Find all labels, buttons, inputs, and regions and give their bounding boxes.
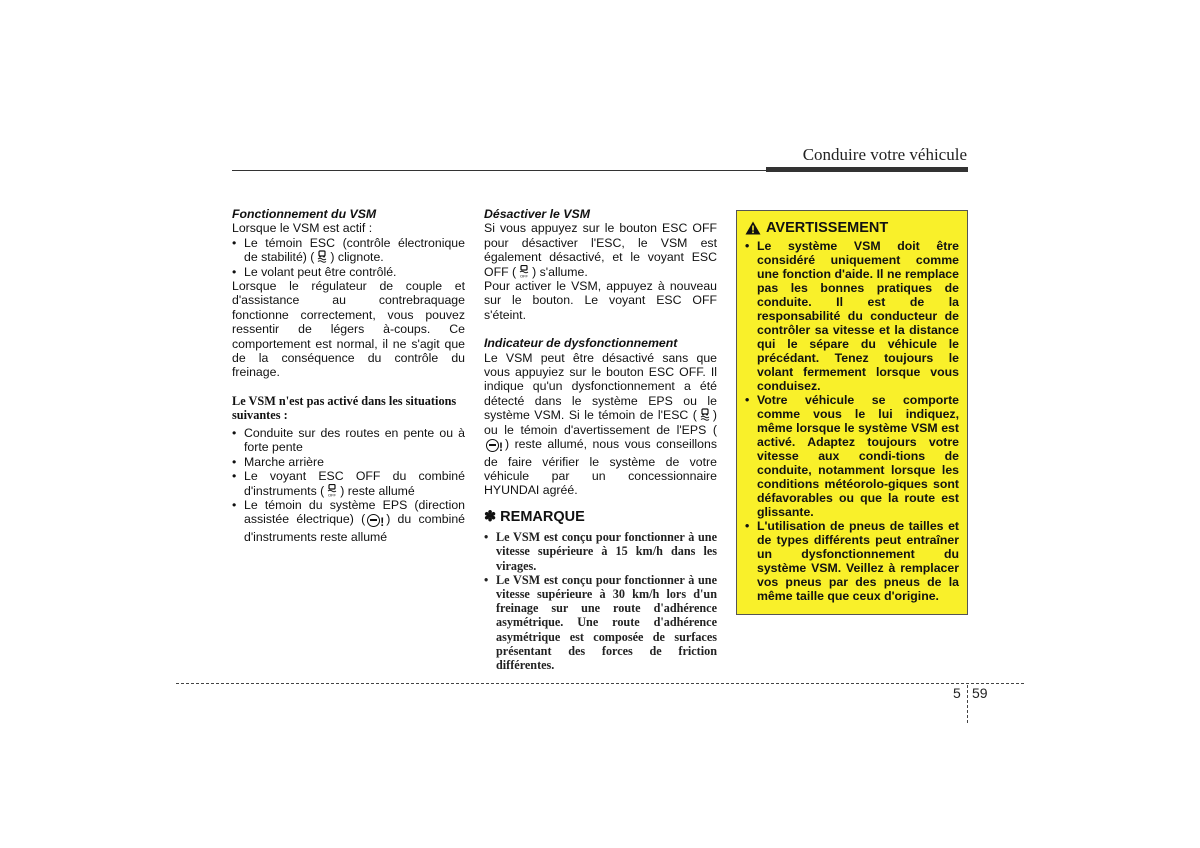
- esc-off-icon: [518, 265, 530, 278]
- list-item: • Marche arrière: [232, 455, 465, 469]
- list-item: • Conduite sur des routes en pente ou à forte pente: [232, 426, 465, 455]
- intro-text: Lorsque le VSM est actif :: [232, 221, 373, 236]
- not-activated-list: [232, 426, 465, 544]
- column-middle: [484, 207, 717, 672]
- list-item: • Le système VSM doit être considéré uniquement comme une fonction d'aide. Il ne remplace pas les bonnes pratiques de conduite. Il est de la responsabilité du conducteur de contrôler sa vitesse et la distance qui le sépare du véhicule le précédant. Tenez toujours le volant fermement lorsque vous conduisez.: [745, 239, 959, 393]
- svg-text:OFF: OFF: [520, 273, 529, 278]
- eps-warning-icon: !: [367, 514, 384, 529]
- paragraph: Lorsque le régulateur de couple et d'assistance au contrebraquage fonctionne correctement, vous pouvez ressentir de légers à-coups. Ce comportement est normal, il ne s'agit que de la conséquence du contrôle du freinage.: [232, 279, 465, 380]
- list-item: • Votre véhicule se comporte comme vous le lui indiquez, même lorsque le système VSM est activé. Adaptez toujours votre vitesse aux condi-tions de conduite, notamment lorsque les conditions météorolo-giques sont défavorables ou que la route est glissante.: [745, 393, 959, 519]
- eps-warning-icon: !: [486, 439, 503, 454]
- section-heading-vsm-operation: Fonctionnement du VSM: [232, 207, 377, 221]
- esc-off-icon: [326, 484, 338, 497]
- list-item: • Le volant peut être contrôlé.: [232, 265, 465, 279]
- paragraph: Si vous appuyez sur le bouton ESC OFF pour désactiver l'ESC, le VSM est également désactivé, et le voyant ESC OFF ( OFF ) s'allume.: [484, 221, 717, 279]
- list-item: • Le témoin ESC (contrôle électronique de stabilité) ( ) clignote.: [232, 236, 465, 265]
- chapter-number: 5: [953, 685, 961, 701]
- section-heading-malfunction: Indicateur de dysfonctionnement: [484, 336, 678, 351]
- list-item: • L'utilisation de pneus de tailles et de types différents peut entraîner un dysfonctionnement du système VSM. Veillez à remplacer vos pneus par des pneus de la même taille que ceux d'origine.: [745, 519, 959, 603]
- remark-title: ✽ REMARQUE: [484, 508, 585, 525]
- warning-title: AVERTISSEMENT: [745, 220, 959, 236]
- warning-triangle-icon: [745, 221, 761, 235]
- esc-car-skid-icon: [316, 250, 328, 263]
- paragraph: Pour activer le VSM, appuyez à nouveau sur le bouton. Le voyant ESC OFF s'éteint.: [484, 279, 717, 322]
- page-number-separator: [967, 685, 968, 723]
- page-number: 59: [972, 685, 988, 701]
- header-bar: [766, 167, 968, 172]
- esc-car-skid-icon: [699, 408, 711, 421]
- vsm-active-list: [232, 236, 465, 279]
- page-header-title: Conduire votre véhicule: [802, 145, 967, 164]
- list-item: • Le voyant ESC OFF du combiné d'instruments ( OFF ) reste allumé: [232, 469, 465, 498]
- list-item: • Le VSM est conçu pour fonctionner à une vitesse supérieure à 30 km/h lors d'un freinage sur une route d'adhérence asymétrique. Une route d'adhérence asymétrique est composée de surfaces présentant des forces de friction différentes.: [484, 573, 717, 672]
- paragraph: Le VSM peut être désactivé sans que vous appuyiez sur le bouton ESC OFF. Il indique qu'un dysfonctionnement a été détecté dans le système EPS ou le système VSM. Si le témoin de l'ESC ( ) ou le témoin d'avertissement de l'EPS (! ) reste allumé, nous vous conseillons de faire vérifier le système de votre véhicule par un concessionnaire HYUNDAI agréé.: [484, 350, 717, 498]
- list-item: • Le VSM est conçu pour fonctionner à une vitesse supérieure à 15 km/h dans les virages.: [484, 530, 717, 573]
- list-item: • Le témoin du système EPS (direction assistée électrique) ( ! ) du combiné d'instruments reste allumé: [232, 498, 465, 544]
- column-left: [232, 207, 465, 544]
- warning-list: [745, 239, 959, 603]
- footer-rule: [176, 683, 1024, 684]
- warning-box: [736, 210, 968, 615]
- subheading-not-activated: Le VSM n'est pas activé dans les situations suivantes :: [232, 393, 457, 422]
- svg-text:OFF: OFF: [328, 492, 337, 497]
- section-heading-deactivate: Désactiver le VSM: [484, 207, 590, 221]
- remark-list: [484, 530, 717, 672]
